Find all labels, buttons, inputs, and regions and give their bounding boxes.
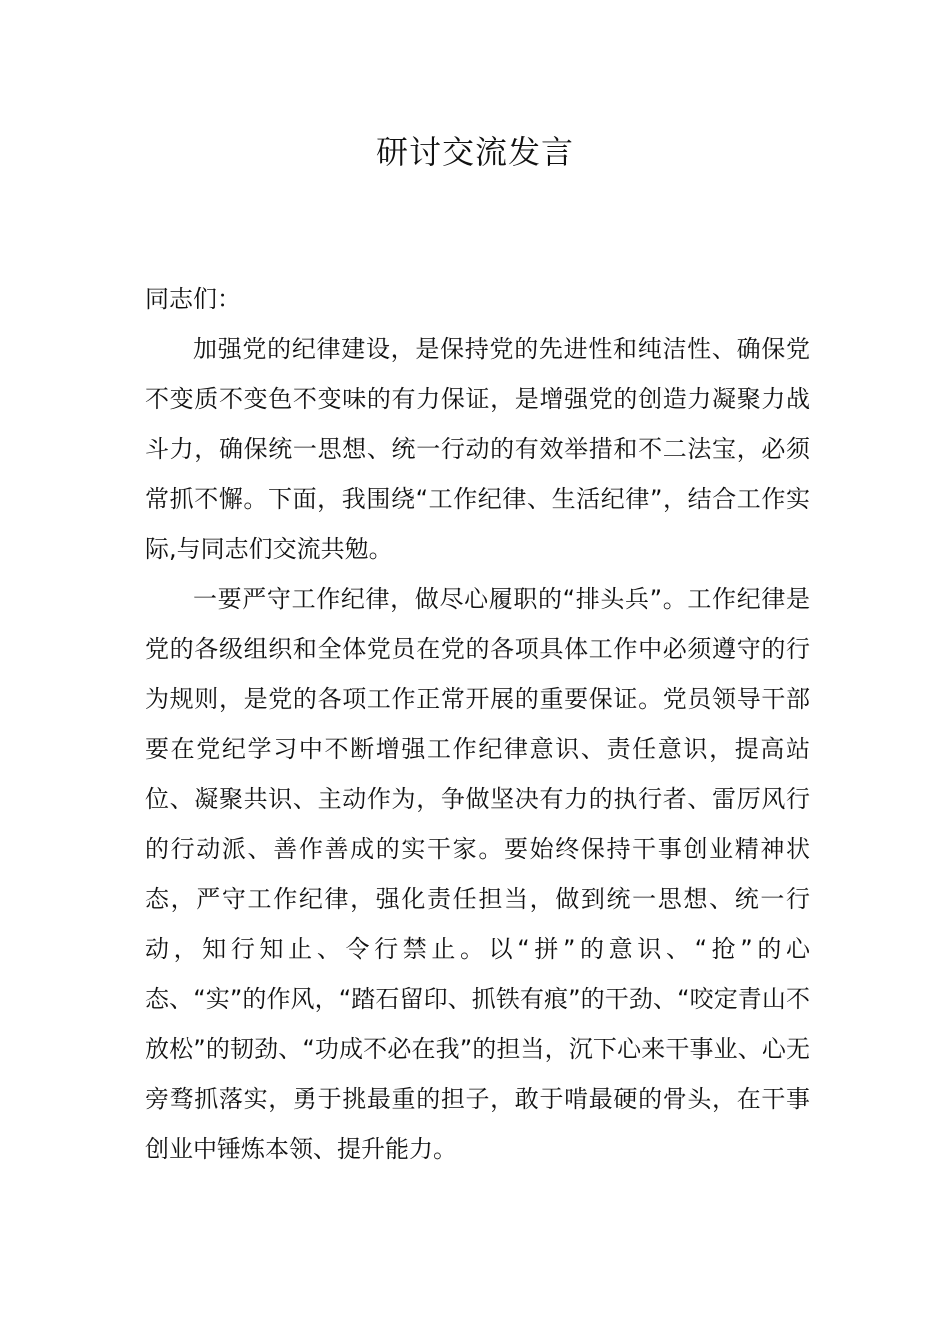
salutation: 同志们： — [145, 285, 241, 313]
paragraph-intro: 加强党的纪律建设，是保持党的先进性和纯洁性、确保党不变质不变色不变味的有力保证，是增强党的创造力凝聚力战斗力，确保统一思想、统一行动的有效举措和不二法宝，必须常抓不懈。下面，我围绕“工作纪律、生活纪律”，结合工作实际,与同志们交流共勉。 — [145, 335, 810, 563]
paragraph-work-discipline: 一要严守工作纪律，做尽心履职的“排头兵”。工作纪律是党的各级组织和全体党员在党的各项具体工作中必须遵守的行为规则，是党的各项工作正常开展的重要保证。党员领导干部要在党纪学习中不断增强工作纪律意识、责任意识，提高站位、凝聚共识、主动作为，争做坚决有力的执行者、雷厉风行的行动派、善作善成的实干家。要始终保持干事创业精神状态，严守工作纪律，强化责任担当，做到统一思想、统一行动，知行知止、令行禁止。以“拼”的意识、“抢”的心态、“实”的作风，“踏石留印、抓铁有痕”的干劲、“咬定青山不放松”的韧劲、“功成不必在我”的担当，沉下心来干事业、心无旁骛抓落实，勇于挑最重的担子，敢于啃最硬的骨头，在干事创业中锤炼本领、提升能力。 — [145, 585, 810, 1163]
document-title: 研讨交流发言 — [375, 133, 574, 171]
document-body — [145, 274, 810, 1174]
